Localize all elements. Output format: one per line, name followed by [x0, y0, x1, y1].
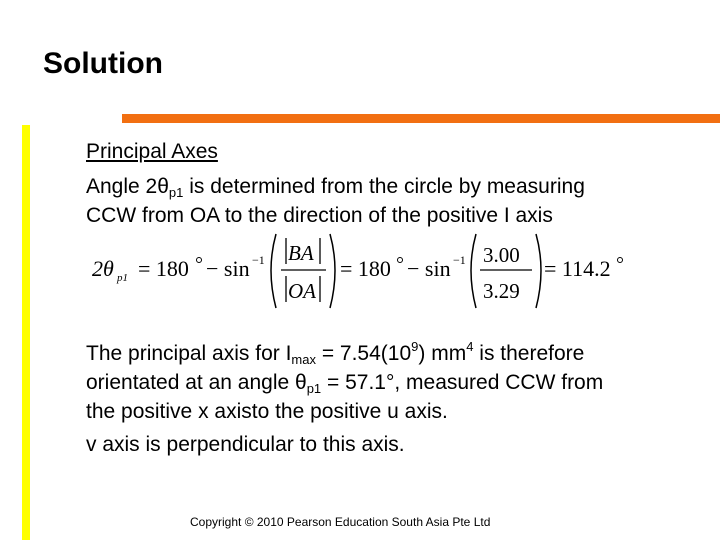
frac1-denominator: OA	[288, 279, 316, 303]
yellow-accent-bar	[22, 125, 30, 540]
eq-sin-2: − sin	[407, 256, 451, 281]
eq-result: = 114.2	[544, 256, 611, 281]
text-line-principal-axis: The principal axis for $I_{max} = 7.54(10^9)$ $mm^4$ is therefore	[86, 339, 585, 367]
text-line-ccw: CCW from OA to the direction of the positive I axis	[86, 204, 553, 227]
eq-sin-1: − sin	[206, 256, 250, 281]
degree-mark-3	[618, 258, 623, 263]
text-line-positive-x: the positive x axisto the positive u axis.	[86, 400, 448, 423]
orange-accent-bar	[122, 114, 720, 123]
eq-equals-1: = 180	[138, 256, 189, 281]
degree-mark-2	[398, 258, 403, 263]
open-paren-1	[271, 234, 276, 308]
eq-inverse-2: −1	[453, 253, 466, 267]
eq-inverse-1: −1	[252, 253, 265, 267]
text-line-orientated: orientated at an angle $\theta_{p1} = 57.1^\circ$, measured CCW from	[86, 371, 604, 396]
close-paren-1	[330, 234, 335, 308]
degree-mark-1	[197, 258, 202, 263]
eq-lhs: 2θ	[92, 256, 114, 281]
eq-lhs-sub: p1	[117, 272, 128, 284]
equation	[88, 228, 648, 312]
open-paren-2	[471, 234, 476, 308]
frac2-denominator: 3.29	[483, 279, 520, 303]
close-paren-2	[536, 234, 541, 308]
slide-title: Solution	[43, 47, 163, 80]
frac2-numerator: 3.00	[483, 243, 520, 267]
text-line-angle: Angle $2\theta_{p1}$ is determined from the circle by measuring	[86, 175, 585, 200]
text-line-v-axis: v axis is perpendicular to this axis.	[86, 433, 405, 456]
section-heading: Principal Axes	[86, 140, 218, 163]
copyright-footer: Copyright © 2010 Pearson Education South Asia Pte Ltd	[190, 515, 491, 529]
frac1-numerator: BA	[288, 241, 314, 265]
eq-equals-2: = 180	[340, 256, 391, 281]
